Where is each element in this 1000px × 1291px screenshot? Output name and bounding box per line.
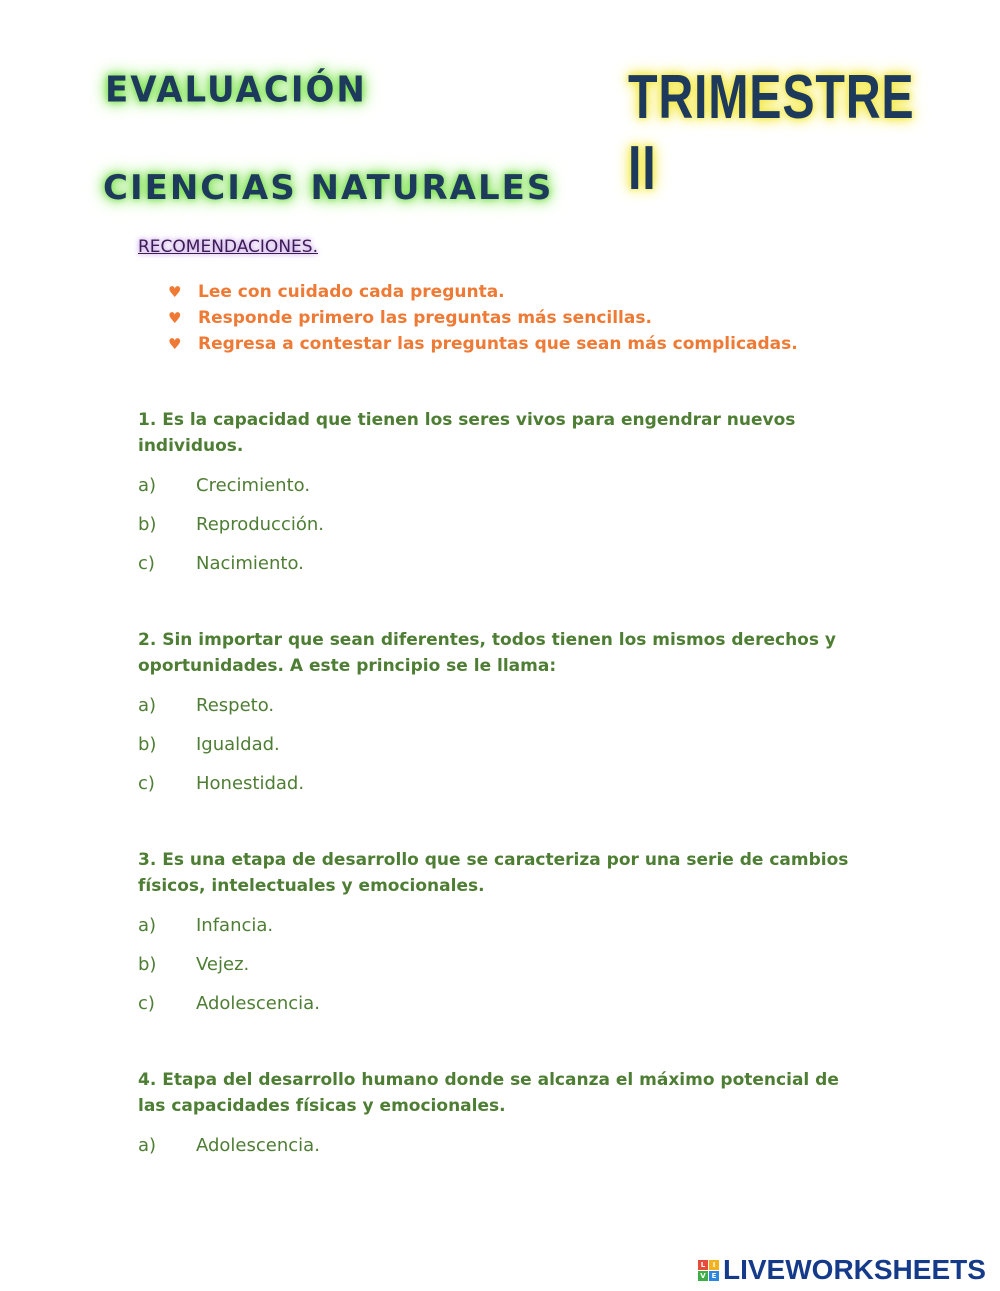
option-label: Infancia. xyxy=(196,915,274,936)
option-label: Vejez. xyxy=(196,954,250,975)
heart-icon: ♥ xyxy=(168,335,182,353)
question-2 xyxy=(138,627,858,803)
option-letter: a) xyxy=(138,915,157,936)
option-label: Respeto. xyxy=(196,695,275,716)
option-c[interactable] xyxy=(138,544,858,583)
recommendation-item xyxy=(168,279,798,305)
option-letter: c) xyxy=(138,553,155,574)
option-c[interactable] xyxy=(138,984,858,1023)
option-letter: c) xyxy=(138,993,155,1014)
option-label: Reproducción. xyxy=(196,514,324,535)
option-letter: a) xyxy=(138,475,157,496)
recommendation-text: Lee con cuidado cada pregunta. xyxy=(198,282,505,302)
question-text: 1. Es la capacidad que tienen los seres vivos para engendrar nuevos individuos. xyxy=(138,410,796,456)
heart-icon: ♥ xyxy=(168,283,182,301)
question-4 xyxy=(138,1067,858,1165)
liveworksheets-logo[interactable] xyxy=(698,1254,986,1286)
recommendation-text: Regresa a contestar las preguntas que sean más complicadas. xyxy=(198,334,798,354)
brand-name: LIVEWORKSHEETS xyxy=(723,1254,986,1285)
title-trimestre: TRIMESTRE II xyxy=(628,63,915,203)
question-3 xyxy=(138,847,858,1023)
logo-letter: I xyxy=(709,1260,719,1270)
question-1 xyxy=(138,407,858,583)
option-letter: a) xyxy=(138,1135,157,1156)
option-label: Adolescencia. xyxy=(196,1135,320,1156)
options-list xyxy=(138,466,858,583)
option-a[interactable] xyxy=(138,686,858,725)
question-text: 3. Es una etapa de desarrollo que se caracteriza por una serie de cambios físicos, intelectuales y emocionales. xyxy=(138,850,849,896)
option-label: Honestidad. xyxy=(196,773,305,794)
options-list xyxy=(138,906,858,1023)
title-subject: CIENCIAS NATURALES xyxy=(103,168,554,208)
option-label: Crecimiento. xyxy=(196,475,311,496)
option-a[interactable] xyxy=(138,906,858,945)
option-label: Nacimiento. xyxy=(196,553,304,574)
recommendations-list xyxy=(168,279,798,357)
option-b[interactable] xyxy=(138,505,858,544)
recommendations-heading: RECOMENDACIONES. xyxy=(138,237,318,257)
logo-letter: V xyxy=(698,1271,708,1281)
option-c[interactable] xyxy=(138,764,858,803)
logo-letter: L xyxy=(698,1260,708,1270)
recommendation-text: Responde primero las preguntas más sencillas. xyxy=(198,308,652,328)
recommendation-item xyxy=(168,331,798,357)
option-letter: c) xyxy=(138,773,155,794)
option-a[interactable] xyxy=(138,466,858,505)
option-letter: b) xyxy=(138,514,157,535)
recommendation-item xyxy=(168,305,798,331)
question-text: 2. Sin importar que sean diferentes, todos tienen los mismos derechos y oportunidades. A este principio se le llama: xyxy=(138,630,836,676)
title-evaluacion: EVALUACIÓN xyxy=(105,69,367,111)
option-b[interactable] xyxy=(138,725,858,764)
options-list xyxy=(138,686,858,803)
logo-letter: E xyxy=(709,1271,719,1281)
option-letter: b) xyxy=(138,954,157,975)
question-text: 4. Etapa del desarrollo humano donde se alcanza el máximo potencial de las capacidades físicas y emocionales. xyxy=(138,1070,839,1116)
option-letter: a) xyxy=(138,695,157,716)
options-list xyxy=(138,1126,858,1165)
option-label: Adolescencia. xyxy=(196,993,320,1014)
option-label: Igualdad. xyxy=(196,734,280,755)
heart-icon: ♥ xyxy=(168,309,182,327)
option-b[interactable] xyxy=(138,945,858,984)
live-logo-icon xyxy=(698,1260,719,1281)
option-letter: b) xyxy=(138,734,157,755)
option-a[interactable] xyxy=(138,1126,858,1165)
